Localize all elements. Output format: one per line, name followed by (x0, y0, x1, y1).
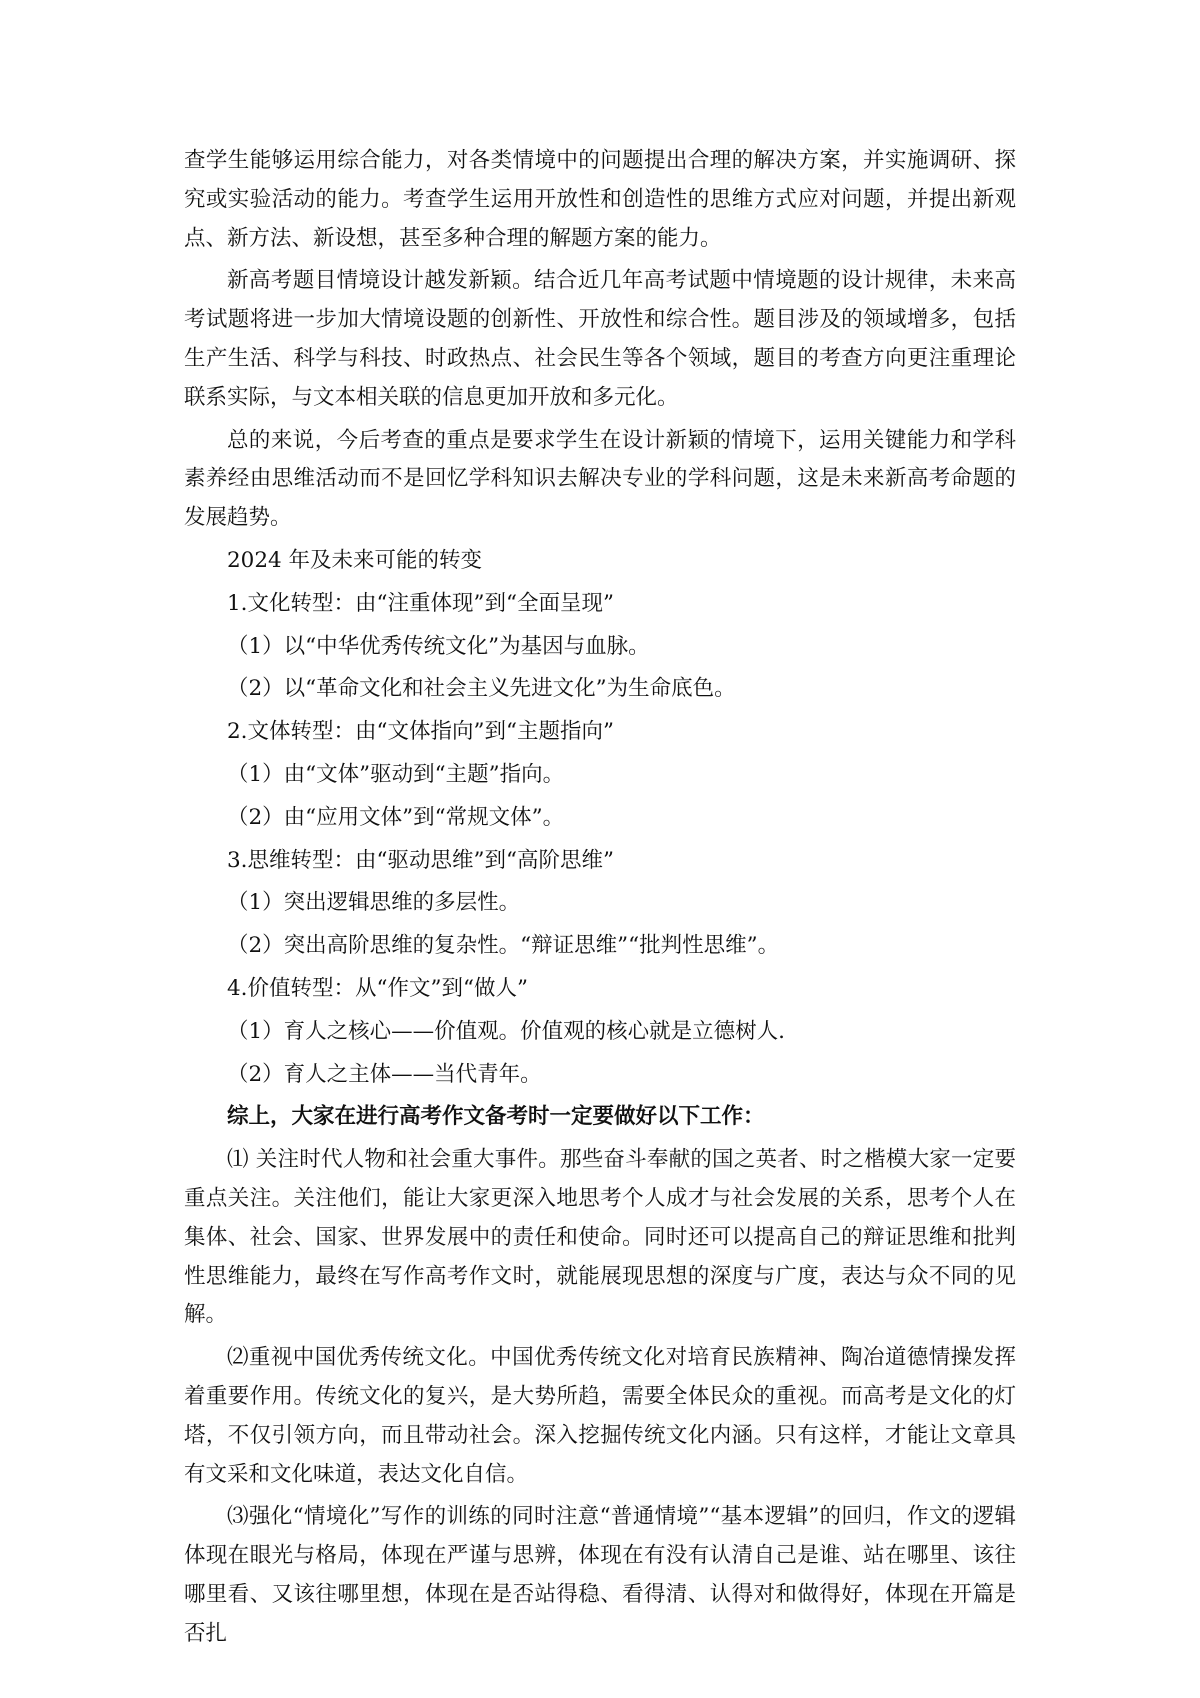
suggestion-paragraph-1: ⑴ 关注时代人物和社会重大事件。那些奋斗奉献的国之英者、时之楷模大家一定要重点关注。关注他们，能让大家更深入地思考个人成才与社会发展的关系，思考个人在集体、社会、国家、世界发展中的责任和使命。同时还可以提高自己的辩证思维和批判性思维能力，最终在写作高考作文时，就能展现思想的深度与广度，表达与众不同的见解。 (184, 1147, 1016, 1328)
list-item: （1）以“中华优秀传统文化”为基因与血脉。 (227, 633, 650, 659)
list-item: 4.价值转型：从“作文”到“做人” (227, 975, 528, 1001)
list-item: （1）育人之核心——价值观。价值观的核心就是立德树人. (227, 1018, 786, 1044)
list-item: 1.文化转型：由“注重体现”到“全面呈现” (227, 590, 614, 616)
suggestion-paragraph-3: ⑶强化“情境化”写作的训练的同时注意“普通情境”“基本逻辑”的回归，作文的逻辑体现在眼光与格局，体现在严谨与思辨，体现在有没有认清自己是谁、站在哪里、该往哪里看、又该往哪里想，体现在是否站得稳、看得清、认得对和做得好，体现在开篇是否扎 (184, 1504, 1016, 1646)
summary-heading: 综上，大家在进行高考作文备考时一定要做好以下工作： (227, 1104, 765, 1130)
list-item: （2）以“革命文化和社会主义先进文化”为生命底色。 (227, 676, 736, 702)
suggestion-paragraph-2: ⑵重视中国优秀传统文化。中国优秀传统文化对培育民族精神、陶冶道德情操发挥着重要作用。传统文化的复兴，是大势所趋，需要全体民众的重视。而高考是文化的灯塔，不仅引领方向，而且带动社会。深入挖掘传统文化内涵。只有这样，才能让文章具有文采和文化味道，表达文化自信。 (184, 1345, 1016, 1487)
list-title: 2024 年及未来可能的转变 (227, 547, 483, 573)
list-item: （2）由“应用文体”到“常规文体”。 (227, 804, 565, 830)
list-item: 3.思维转型：由“驱动思维”到“高阶思维” (227, 847, 614, 873)
list-item: （1）由“文体”驱动到“主题”指向。 (227, 761, 565, 787)
paragraph-summary-trend: 总的来说，今后考查的重点是要求学生在设计新颖的情境下，运用关键能力和学科素养经由思维活动而不是回忆学科知识去解决专业的学科问题，这是未来新高考命题的发展趋势。 (184, 427, 1016, 531)
list-item: 2.文体转型：由“文体指向”到“主题指向” (227, 719, 614, 745)
list-item: （1）突出逻辑思维的多层性。 (227, 890, 521, 916)
document-page (184, 142, 1016, 1653)
paragraph-continued: 查学生能够运用综合能力，对各类情境中的问题提出合理的解决方案，并实施调研、探究或实验活动的能力。考查学生运用开放性和创造性的思维方式应对问题，并提出新观点、新方法、新设想，甚至多种合理的解题方案的能力。 (184, 148, 1016, 251)
paragraph-new-exam-context: 新高考题目情境设计越发新颖。结合近几年高考试题中情境题的设计规律，未来高考试题将进一步加大情境设题的创新性、开放性和综合性。题目涉及的领域增多，包括生产生活、科学与科技、时政热点、社会民生等各个领域，题目的考查方向更注重理论联系实际，与文本相关联的信息更加开放和多元化。 (184, 268, 1016, 410)
list-item: （2）突出高阶思维的复杂性。“辩证思维”“批判性思维”。 (227, 933, 780, 959)
list-item: （2）育人之主体——当代青年。 (227, 1061, 542, 1087)
